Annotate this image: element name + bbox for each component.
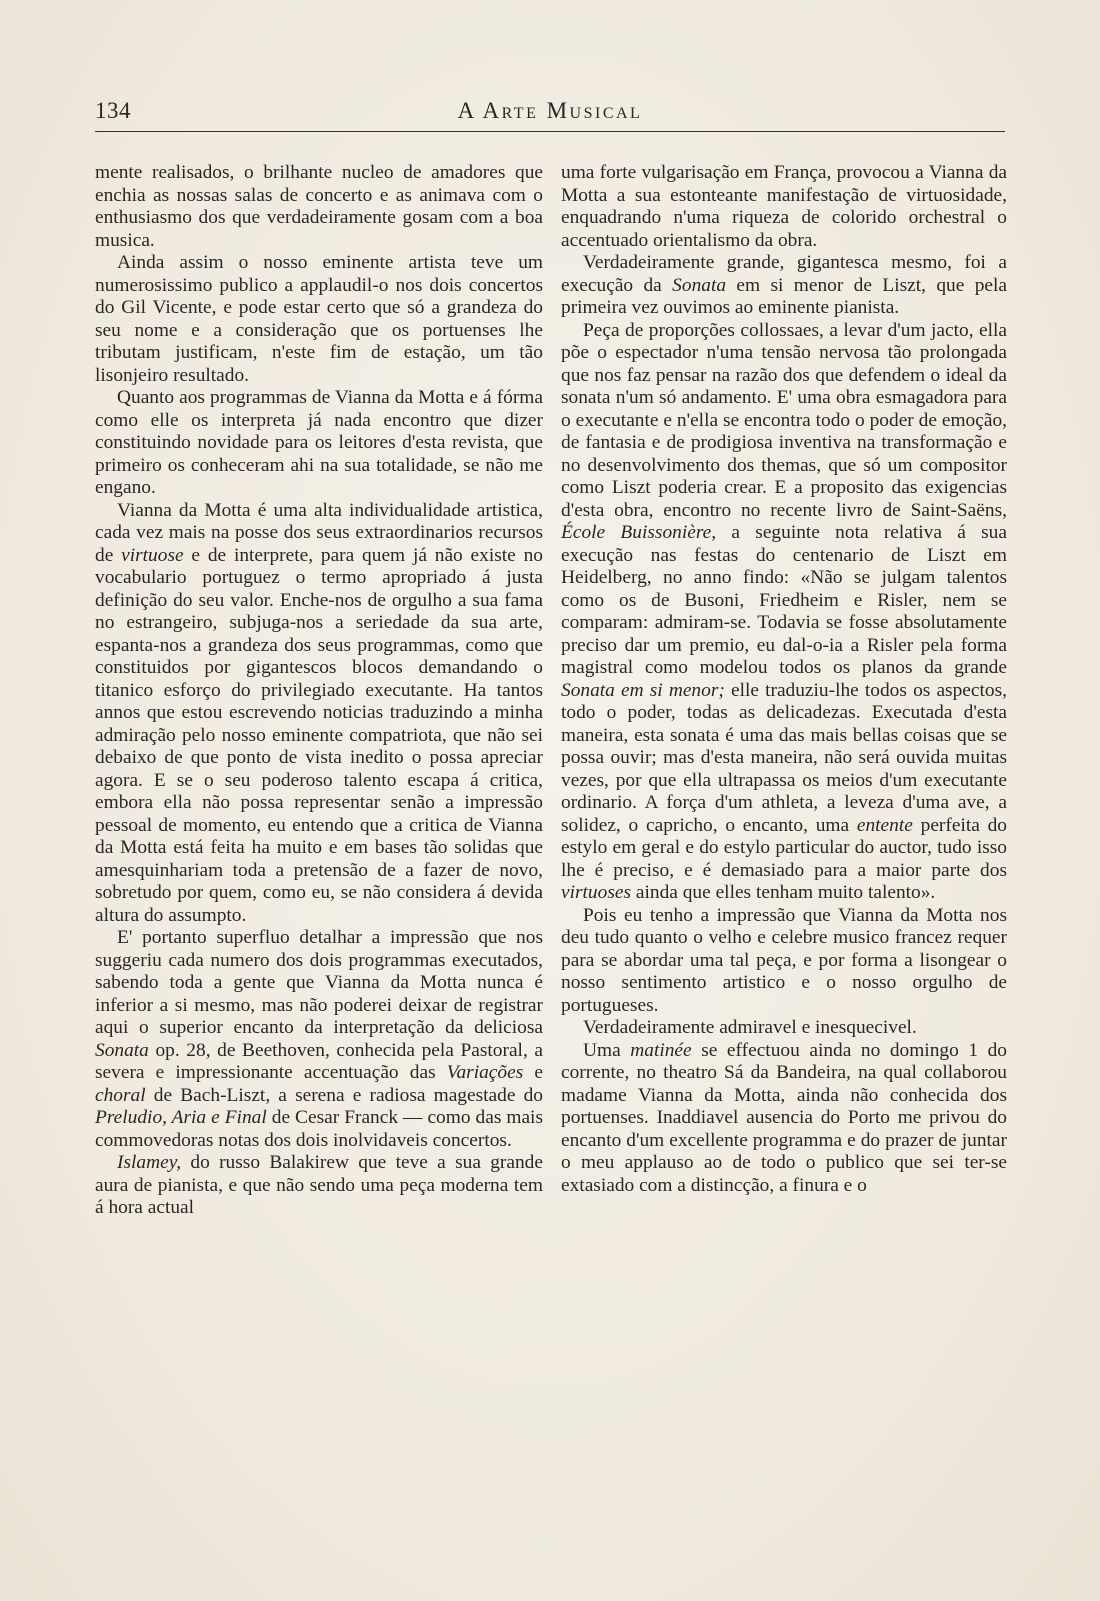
- paragraph: Peça de proporções collossaes, a levar d'um jacto, ella põe o espectador n'uma tensão nervosa tão prolongada que nos faz pensar na razão dos que defendem o ideal da sonata n'um só andamento. E' uma obra esmagadora para o executante e n'ella se encontra todo o poder de emoção, de fantasia e de prodigiosa inventiva na transformação e no desenvolvimento dos themas, que só um compositor como Liszt poderia crear. E a proposito das exigencias d'esta obra, encontro no recente livro de Saint-Saëns, École Buissonière, a seguinte nota relativa á sua execução nas festas do centenario de Liszt em Heidelberg, no anno findo: «Não se julgam talentos como os de Busoni, Friedheim e Risler, nem se comparam: admiram-se. Todavia se fosse absolutamente preciso dar um premio, eu dal-o-ia a Risler pela forma magistral como modelou todos os planos da grande Sonata em si menor; elle traduziu-lhe todos os aspectos, todo o poder, todas as delicadezas. Executada d'esta maneira, esta sonata é uma das mais bellas coisas que se possa ouvir; mas d'esta maneira, não será ouvida muitas vezes, por que ella ultrapassa os meios d'um executante ordinario. A força d'um athleta, a leveza d'uma ave, a solidez, o capricho, o encanto, uma entente perfeita do estylo em geral e do estylo particular do auctor, tudo isso lhe é preciso, e é demasiado para a maior parte dos virtuoses ainda que elles tenham muito talento».: [561, 319, 1007, 903]
- paragraph: Quanto aos programmas de Vianna da Motta e á fórma como elle os interpreta já nada encontro que dizer constituindo novidade para os leitores d'esta revista, que primeiro os conheceram ahi na sua totalidade, se não me engano.: [95, 387, 543, 498]
- page-number: 134: [95, 98, 131, 123]
- paragraph: Uma matinée se effectuou ainda no domingo 1 do corrente, no theatro Sá da Bandeira, na qual collaborou madame Vianna da Motta, ainda não conhecida dos portuenses. Inaddiavel ausencia do Porto me privou do encanto d'um excellente programma e do prazer de juntar o meu applauso ao de todo o publico que sei ter-se extasiado com a distincção, a finura e o: [561, 1039, 1007, 1196]
- paragraph: uma forte vulgarisação em França, provocou a Vianna da Motta a sua estonteante manifestação de virtuosidade, enquadrando n'uma riqueza de colorido orchestral o accentuado orientalismo da obra.: [561, 162, 1007, 251]
- paragraph: mente realisados, o brilhante nucleo de amadores que enchia as nossas salas de concerto e as animava com o enthusiasmo dos que verdadeiramente gosam com a boa musica.: [95, 162, 543, 251]
- paragraph: E' portanto superfluo detalhar a impressão que nos suggeriu cada numero dos dois programmas executados, sabendo toda a gente que Vianna da Motta nunca é inferior a si mesmo, mas não poderei deixar de registrar aqui o superior encanto da interpretação da deliciosa Sonata op. 28, de Beethoven, conhecida pela Pastoral, a severa e impressionante accentuação das Variações e choral de Bach-Liszt, a serena e radiosa magestade do Preludio, Aria e Final de Cesar Franck — como das mais commovedoras notas dos dois inolvidaveis concertos.: [95, 927, 543, 1151]
- paragraph: Ainda assim o nosso eminente artista teve um numerosissimo publico a applaudil-o nos dois concertos do Gil Vicente, e pode estar certo que só a grandeza do seu nome e a consideração que os portuenses lhe tributam justificam, n'este fim de estação, um tão lisonjeiro resultado.: [95, 252, 543, 386]
- paragraph: Verdadeiramente grande, gigantesca mesmo, foi a execução da Sonata em si menor de Liszt, que pela primeira vez ouvimos ao eminente pianista.: [561, 252, 1007, 318]
- paragraph: Verdadeiramente admiravel e inesquecivel.: [583, 1017, 917, 1038]
- paragraph: Islamey, do russo Balakirew que teve a sua grande aura de pianista, e que não sendo uma peça moderna tem á hora actual: [95, 1152, 543, 1218]
- right-column: [561, 162, 1007, 1197]
- running-title: A Arte Musical: [457, 98, 643, 123]
- page-header: [95, 98, 1005, 132]
- paragraph: Vianna da Motta é uma alta individualidade artistica, cada vez mais na posse dos seus extraordinarios recursos de virtuose e de interprete, para quem já não existe no vocabulario portuguez o termo apropriado á justa definição do seu valor. Enche-nos de orgulho a sua fama no estrangeiro, subjuga-nos a seriedade da sua arte, espanta-nos a grandeza dos seus programmas, como que constituidos por gigantescos blocos demandando o titanico esforço do privilegiado executante. Ha tantos annos que estou escrevendo noticias traduzindo a minha admiração pelo nosso eminente compatriota, que não sei debaixo de que ponto de vista inedito o possa apreciar agora. E se o seu poderoso talento escapa á critica, embora ella não possa representar senão a impressão pessoal de momento, eu entendo que a critica de Vianna da Motta está feita ha muito e em bases tão solidas que amesquinhariam toda a pretensão de a fazer de novo, sobretudo por quem, como eu, se não considera á devida altura do assumpto.: [95, 499, 543, 926]
- left-column: [95, 162, 543, 1220]
- paragraph: Pois eu tenho a impressão que Vianna da Motta nos deu tudo quanto o velho e celebre musico francez requer para se abordar uma tal peça, e por forma a lisongear o nosso sentimento artistico e o nosso orgulho de portugueses.: [561, 904, 1007, 1016]
- header-rule: [95, 131, 1005, 132]
